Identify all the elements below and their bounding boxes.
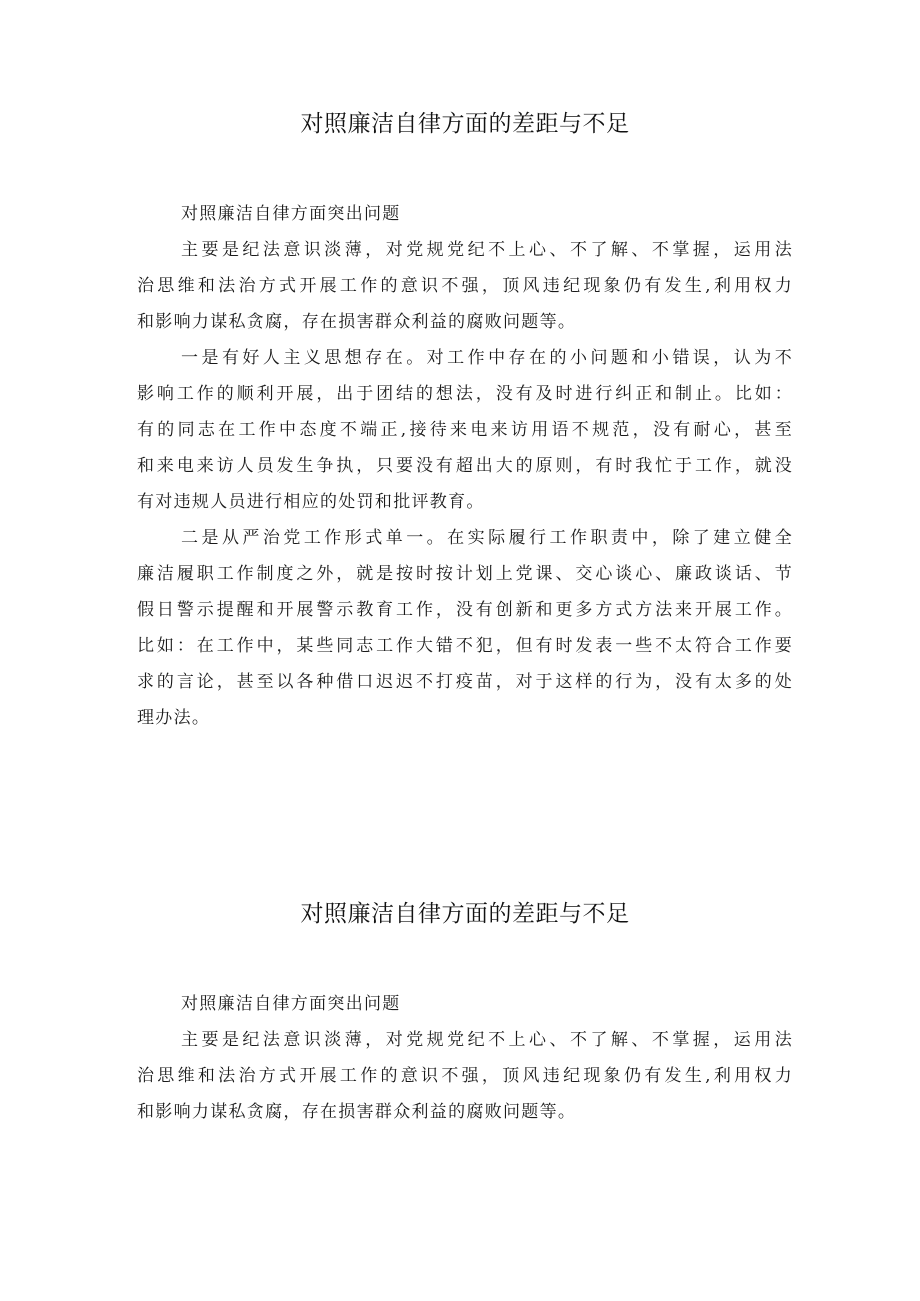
- text-line: 有对违规人员进行相应的处罚和批评教育。: [137, 492, 485, 512]
- section-subheading: 对照廉洁自律方面突出问题: [181, 994, 401, 1014]
- text-line: 和影响力谋私贪腐，存在损害群众利益的腐败问题等。: [137, 312, 577, 332]
- text-line: 主要是纪法意识淡薄，对党规党纪不上心、不了解、不掌握，运用法: [181, 240, 793, 260]
- text-line: 有的同志在工作中态度不端正,接待来电来访用语不规范，没有耐心，甚至: [137, 420, 793, 440]
- text-line: 治思维和法治方式开展工作的意识不强，顶风违纪现象仍有发生,利用权力: [137, 276, 793, 296]
- text-line: 主要是纪法意识淡薄，对党规党纪不上心、不了解、不掌握，运用法: [181, 1030, 793, 1050]
- text-line: 假日警示提醒和开展警示教育工作，没有创新和更多方式方法来开展工作。: [137, 600, 793, 620]
- paragraph: [137, 1022, 793, 1130]
- paragraph: [137, 232, 793, 340]
- text-line: 影响工作的顺利开展，出于团结的想法，没有及时进行纠正和制止。比如：: [137, 384, 793, 404]
- paragraph: [137, 520, 793, 736]
- paragraph: [137, 340, 793, 520]
- section-title: 对照廉洁自律方面的差距与不足: [300, 901, 630, 927]
- section-title: 对照廉洁自律方面的差距与不足: [300, 111, 630, 137]
- text-line: 和影响力谋私贪腐，存在损害群众利益的腐败问题等。: [137, 1102, 577, 1122]
- text-line: 治思维和法治方式开展工作的意识不强，顶风违纪现象仍有发生,利用权力: [137, 1066, 793, 1086]
- text-line: 一是有好人主义思想存在。对工作中存在的小问题和小错误，认为不: [181, 348, 793, 368]
- document-section: [137, 894, 793, 1130]
- text-line: 廉洁履职工作制度之外，就是按时按计划上党课、交心谈心、廉政谈话、节: [137, 564, 793, 584]
- document-section: [137, 104, 793, 736]
- section-subheading: 对照廉洁自律方面突出问题: [181, 204, 401, 224]
- text-line: 二是从严治党工作形式单一。在实际履行工作职责中，除了建立健全: [181, 528, 793, 548]
- text-line: 比如：在工作中，某些同志工作大错不犯，但有时发表一些不太符合工作要: [137, 636, 793, 656]
- text-line: 求的言论，甚至以各种借口迟迟不打疫苗，对于这样的行为，没有太多的处: [137, 672, 793, 692]
- text-line: 和来电来访人员发生争执，只要没有超出大的原则，有时我忙于工作，就没: [137, 456, 793, 476]
- text-line: 理办法。: [137, 708, 211, 728]
